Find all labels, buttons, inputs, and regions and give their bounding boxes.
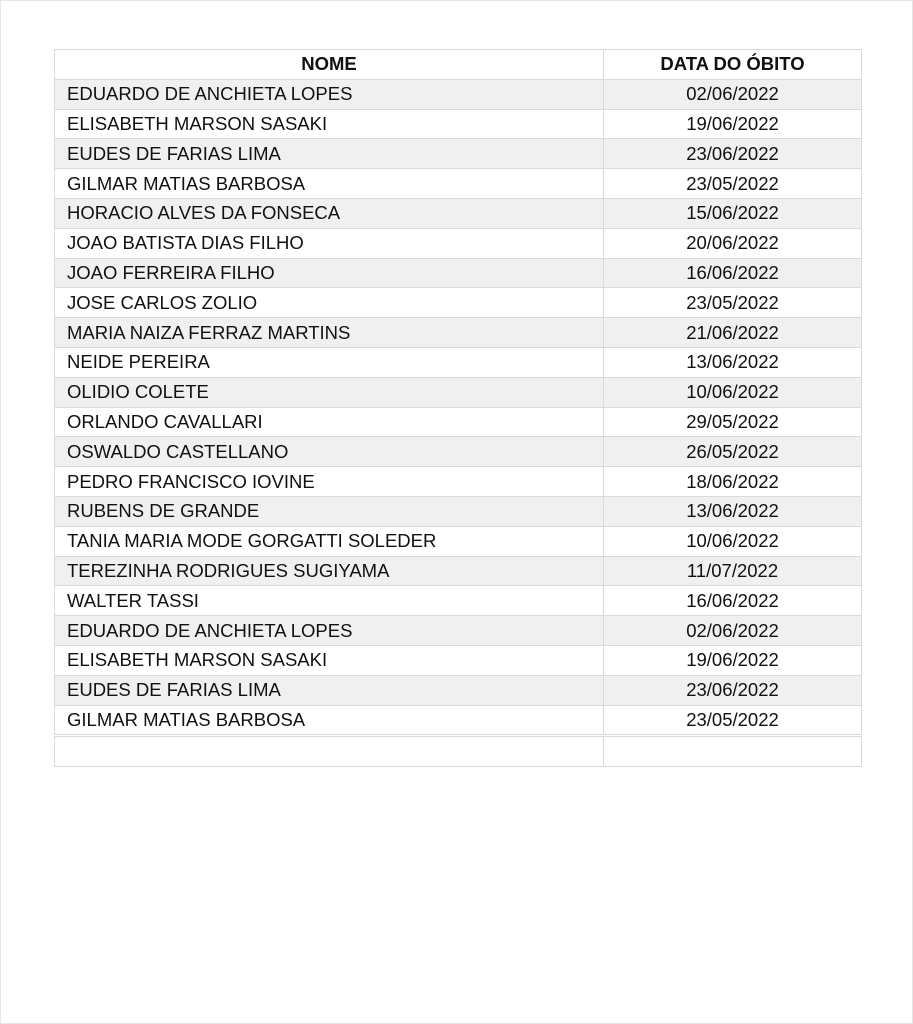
table-row bbox=[55, 169, 862, 199]
cell-nome: GILMAR MATIAS BARBOSA bbox=[55, 169, 604, 199]
table-row bbox=[55, 288, 862, 318]
table-row bbox=[55, 526, 862, 556]
cell-nome: ORLANDO CAVALLARI bbox=[55, 407, 604, 437]
cell-data-do-obito: 16/06/2022 bbox=[604, 586, 862, 616]
table-row bbox=[55, 347, 862, 377]
table-row bbox=[55, 556, 862, 586]
cell-data-do-obito: 13/06/2022 bbox=[604, 496, 862, 526]
table-row bbox=[55, 318, 862, 348]
table-header-row bbox=[55, 50, 862, 80]
cell-nome: OSWALDO CASTELLANO bbox=[55, 437, 604, 467]
table-row bbox=[55, 109, 862, 139]
cell-data-do-obito: 15/06/2022 bbox=[604, 198, 862, 228]
cell-nome: MARIA NAIZA FERRAZ MARTINS bbox=[55, 318, 604, 348]
table-row bbox=[55, 198, 862, 228]
cell-data-do-obito: 23/06/2022 bbox=[604, 139, 862, 169]
cell-nome: EDUARDO DE ANCHIETA LOPES bbox=[55, 616, 604, 646]
cell-nome bbox=[55, 736, 604, 767]
cell-data-do-obito: 26/05/2022 bbox=[604, 437, 862, 467]
table-row bbox=[55, 437, 862, 467]
cell-nome: JOAO FERREIRA FILHO bbox=[55, 258, 604, 288]
cell-data-do-obito: 23/05/2022 bbox=[604, 705, 862, 736]
cell-data-do-obito: 21/06/2022 bbox=[604, 318, 862, 348]
cell-data-do-obito: 02/06/2022 bbox=[604, 79, 862, 109]
cell-data-do-obito: 16/06/2022 bbox=[604, 258, 862, 288]
cell-nome: OLIDIO COLETE bbox=[55, 377, 604, 407]
table-row bbox=[55, 705, 862, 736]
cell-data-do-obito: 23/06/2022 bbox=[604, 675, 862, 705]
cell-nome: PEDRO FRANCISCO IOVINE bbox=[55, 467, 604, 497]
cell-data-do-obito: 19/06/2022 bbox=[604, 109, 862, 139]
table-row bbox=[55, 377, 862, 407]
table-row bbox=[55, 139, 862, 169]
cell-data-do-obito bbox=[604, 736, 862, 767]
table-row bbox=[55, 496, 862, 526]
cell-nome: JOSE CARLOS ZOLIO bbox=[55, 288, 604, 318]
cell-nome: TEREZINHA RODRIGUES SUGIYAMA bbox=[55, 556, 604, 586]
table-row bbox=[55, 258, 862, 288]
cell-data-do-obito: 23/05/2022 bbox=[604, 169, 862, 199]
table-row bbox=[55, 407, 862, 437]
cell-data-do-obito: 02/06/2022 bbox=[604, 616, 862, 646]
table-row bbox=[55, 616, 862, 646]
cell-nome: ELISABETH MARSON SASAKI bbox=[55, 645, 604, 675]
cell-nome: TANIA MARIA MODE GORGATTI SOLEDER bbox=[55, 526, 604, 556]
cell-data-do-obito: 20/06/2022 bbox=[604, 228, 862, 258]
obituary-table bbox=[54, 49, 862, 767]
cell-data-do-obito: 19/06/2022 bbox=[604, 645, 862, 675]
cell-data-do-obito: 13/06/2022 bbox=[604, 347, 862, 377]
table-row bbox=[55, 645, 862, 675]
table-body bbox=[55, 79, 862, 766]
table-row bbox=[55, 586, 862, 616]
cell-data-do-obito: 10/06/2022 bbox=[604, 526, 862, 556]
table-row bbox=[55, 675, 862, 705]
cell-nome: JOAO BATISTA DIAS FILHO bbox=[55, 228, 604, 258]
cell-nome: ELISABETH MARSON SASAKI bbox=[55, 109, 604, 139]
cell-nome: EUDES DE FARIAS LIMA bbox=[55, 675, 604, 705]
cell-nome: EDUARDO DE ANCHIETA LOPES bbox=[55, 79, 604, 109]
cell-nome: GILMAR MATIAS BARBOSA bbox=[55, 705, 604, 736]
table-row bbox=[55, 228, 862, 258]
cell-nome: EUDES DE FARIAS LIMA bbox=[55, 139, 604, 169]
cell-data-do-obito: 18/06/2022 bbox=[604, 467, 862, 497]
cell-data-do-obito: 10/06/2022 bbox=[604, 377, 862, 407]
table-row-empty bbox=[55, 736, 862, 767]
column-header-nome: NOME bbox=[55, 50, 604, 80]
cell-nome: WALTER TASSI bbox=[55, 586, 604, 616]
cell-data-do-obito: 29/05/2022 bbox=[604, 407, 862, 437]
cell-nome: RUBENS DE GRANDE bbox=[55, 496, 604, 526]
cell-data-do-obito: 11/07/2022 bbox=[604, 556, 862, 586]
table-row bbox=[55, 79, 862, 109]
cell-nome: NEIDE PEREIRA bbox=[55, 347, 604, 377]
column-header-data-do-obito: DATA DO ÓBITO bbox=[604, 50, 862, 80]
cell-nome: HORACIO ALVES DA FONSECA bbox=[55, 198, 604, 228]
cell-data-do-obito: 23/05/2022 bbox=[604, 288, 862, 318]
table-row bbox=[55, 467, 862, 497]
